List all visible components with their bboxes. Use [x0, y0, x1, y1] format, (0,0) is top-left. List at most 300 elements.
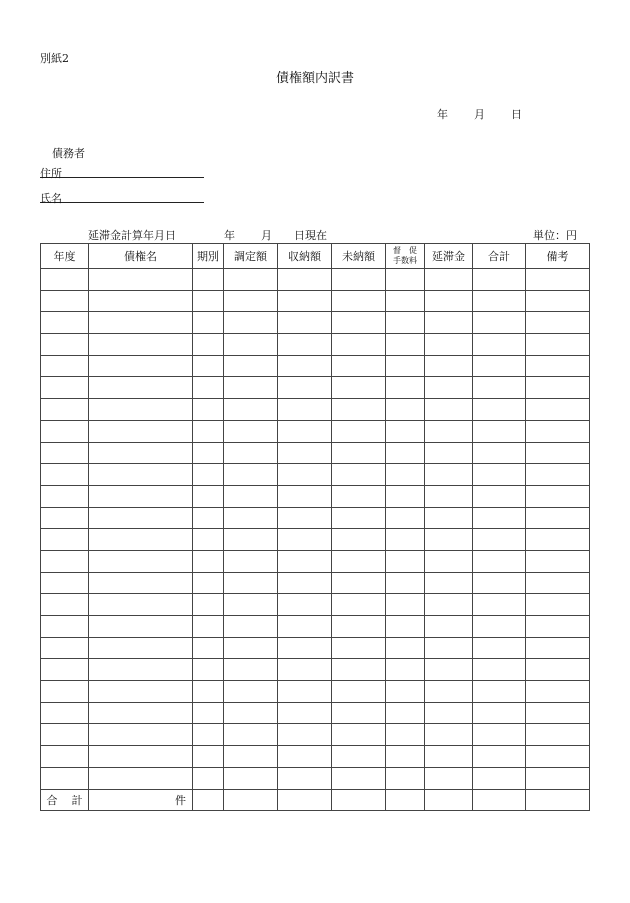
table-cell[interactable]	[473, 550, 526, 572]
total-label-a: 合	[46, 793, 58, 807]
table-cell[interactable]	[526, 269, 590, 291]
table-cell[interactable]	[193, 334, 224, 356]
table-cell[interactable]	[193, 637, 224, 659]
table-cell[interactable]	[526, 334, 590, 356]
table-cell[interactable]	[425, 616, 473, 638]
table-row	[41, 355, 590, 377]
table-cell[interactable]	[89, 724, 193, 746]
table-cell[interactable]	[473, 464, 526, 486]
table-cell[interactable]	[224, 312, 278, 334]
table-cell[interactable]	[526, 442, 590, 464]
table-cell[interactable]	[89, 377, 193, 399]
table-cell[interactable]	[41, 269, 89, 291]
table-cell[interactable]	[526, 702, 590, 724]
table-cell[interactable]	[526, 659, 590, 681]
table-cell[interactable]	[193, 594, 224, 616]
table-cell[interactable]	[332, 550, 386, 572]
table-cell[interactable]	[278, 334, 332, 356]
table-row	[41, 572, 590, 594]
table-cell[interactable]	[526, 507, 590, 529]
header-assessed-amount: 調定額	[224, 244, 278, 269]
table-cell[interactable]	[41, 464, 89, 486]
table-cell[interactable]	[386, 442, 425, 464]
table-cell[interactable]	[41, 550, 89, 572]
table-cell[interactable]	[332, 290, 386, 312]
table-cell[interactable]	[386, 724, 425, 746]
table-cell[interactable]	[41, 681, 89, 703]
table-cell[interactable]	[473, 572, 526, 594]
table-cell[interactable]	[89, 746, 193, 768]
table-cell[interactable]	[89, 420, 193, 442]
table-cell[interactable]	[224, 442, 278, 464]
address-field	[40, 165, 204, 178]
calc-year-label: 年	[224, 229, 235, 242]
total-cell[interactable]	[425, 789, 473, 811]
table-cell[interactable]	[193, 724, 224, 746]
table-cell[interactable]	[41, 290, 89, 312]
table-cell[interactable]	[278, 290, 332, 312]
table-cell[interactable]	[332, 746, 386, 768]
table-cell[interactable]	[193, 442, 224, 464]
table-total-row	[41, 789, 590, 811]
table-cell[interactable]	[425, 290, 473, 312]
table-cell[interactable]	[224, 290, 278, 312]
table-cell[interactable]	[473, 529, 526, 551]
table-cell[interactable]	[41, 420, 89, 442]
table-cell[interactable]	[332, 334, 386, 356]
table-cell[interactable]	[193, 464, 224, 486]
table-cell[interactable]	[278, 659, 332, 681]
table-cell[interactable]	[193, 616, 224, 638]
table-cell[interactable]	[89, 442, 193, 464]
table-cell[interactable]	[473, 724, 526, 746]
table-cell[interactable]	[89, 659, 193, 681]
table-cell[interactable]	[473, 485, 526, 507]
table-cell[interactable]	[386, 767, 425, 789]
table-cell[interactable]	[278, 269, 332, 291]
table-cell[interactable]	[425, 377, 473, 399]
table-cell[interactable]	[41, 507, 89, 529]
table-cell[interactable]	[425, 702, 473, 724]
table-cell[interactable]	[526, 399, 590, 421]
table-cell[interactable]	[473, 702, 526, 724]
table-cell[interactable]	[41, 746, 89, 768]
table-cell[interactable]	[332, 312, 386, 334]
table-cell[interactable]	[386, 637, 425, 659]
table-cell[interactable]	[425, 594, 473, 616]
table-cell[interactable]	[224, 377, 278, 399]
table-row	[41, 442, 590, 464]
header-collected-amount: 収納額	[278, 244, 332, 269]
table-cell[interactable]	[193, 312, 224, 334]
table-body	[41, 269, 590, 811]
table-row	[41, 269, 590, 291]
table-cell[interactable]	[386, 334, 425, 356]
issue-date	[437, 106, 522, 122]
table-cell[interactable]	[224, 702, 278, 724]
table-row	[41, 312, 590, 334]
table-cell[interactable]	[41, 659, 89, 681]
total-cell[interactable]	[224, 789, 278, 811]
table-cell[interactable]	[386, 659, 425, 681]
table-cell[interactable]	[278, 702, 332, 724]
table-cell[interactable]	[332, 702, 386, 724]
table-cell[interactable]	[89, 464, 193, 486]
table-cell[interactable]	[386, 355, 425, 377]
table-row	[41, 399, 590, 421]
table-cell[interactable]	[278, 637, 332, 659]
table-cell[interactable]	[526, 681, 590, 703]
table-cell[interactable]	[224, 334, 278, 356]
table-cell[interactable]	[386, 529, 425, 551]
table-cell[interactable]	[278, 507, 332, 529]
calc-month-label: 月	[261, 229, 272, 242]
table-cell[interactable]	[425, 529, 473, 551]
table-cell[interactable]	[473, 507, 526, 529]
table-cell[interactable]	[278, 420, 332, 442]
table-cell[interactable]	[41, 702, 89, 724]
table-cell[interactable]	[386, 290, 425, 312]
table-cell[interactable]	[473, 269, 526, 291]
calculation-date	[88, 227, 327, 243]
table-cell[interactable]	[193, 659, 224, 681]
table-header-row	[41, 244, 590, 269]
table-cell[interactable]	[89, 334, 193, 356]
table-cell[interactable]	[332, 442, 386, 464]
table-cell[interactable]	[89, 355, 193, 377]
name-label: 氏名	[40, 192, 62, 205]
table-cell[interactable]	[224, 550, 278, 572]
table-cell[interactable]	[425, 312, 473, 334]
table-cell[interactable]	[89, 507, 193, 529]
debtor-label: 債務者	[52, 147, 85, 160]
table-cell[interactable]	[224, 464, 278, 486]
table-cell[interactable]	[386, 746, 425, 768]
table-cell[interactable]	[193, 269, 224, 291]
table-cell[interactable]	[193, 702, 224, 724]
document-title: 債権額内訳書	[275, 71, 354, 86]
table-cell[interactable]	[224, 767, 278, 789]
table-row	[41, 702, 590, 724]
table-cell[interactable]	[193, 529, 224, 551]
table-cell[interactable]	[278, 746, 332, 768]
total-cell[interactable]	[526, 789, 590, 811]
table-row	[41, 659, 590, 681]
table-cell[interactable]	[473, 594, 526, 616]
table-cell[interactable]	[473, 290, 526, 312]
table-cell[interactable]	[193, 420, 224, 442]
unit-label: 単位：円	[533, 229, 577, 242]
table-cell[interactable]	[473, 334, 526, 356]
table-cell[interactable]	[278, 594, 332, 616]
total-count-unit: 件	[175, 793, 186, 807]
table-cell[interactable]	[425, 637, 473, 659]
table-cell[interactable]	[41, 594, 89, 616]
table-cell[interactable]	[89, 594, 193, 616]
table-cell[interactable]	[526, 377, 590, 399]
table-row	[41, 594, 590, 616]
table-cell[interactable]	[526, 464, 590, 486]
table-cell[interactable]	[526, 767, 590, 789]
table-cell[interactable]	[386, 464, 425, 486]
table-cell[interactable]	[41, 334, 89, 356]
table-cell[interactable]	[89, 572, 193, 594]
table-cell[interactable]	[526, 355, 590, 377]
table-cell[interactable]	[224, 420, 278, 442]
table-cell[interactable]	[41, 312, 89, 334]
table-cell[interactable]	[386, 377, 425, 399]
table-cell[interactable]	[386, 269, 425, 291]
table-row	[41, 746, 590, 768]
header-unpaid-amount: 未納額	[332, 244, 386, 269]
header-reminder-fee-top: 督 促	[393, 246, 417, 255]
table-cell[interactable]	[473, 767, 526, 789]
table-cell[interactable]	[332, 464, 386, 486]
table-cell[interactable]	[425, 572, 473, 594]
table-cell[interactable]	[193, 681, 224, 703]
calc-date-label: 延滞金計算年月日	[88, 229, 176, 242]
table-cell[interactable]	[526, 637, 590, 659]
table-cell[interactable]	[89, 767, 193, 789]
table-cell[interactable]	[526, 290, 590, 312]
table-cell[interactable]	[278, 550, 332, 572]
table-cell[interactable]	[224, 724, 278, 746]
table-cell[interactable]	[473, 355, 526, 377]
table-cell[interactable]	[526, 420, 590, 442]
table-cell[interactable]	[89, 637, 193, 659]
table-cell[interactable]	[386, 616, 425, 638]
header-total: 合計	[473, 244, 526, 269]
table-cell[interactable]	[193, 507, 224, 529]
table-cell[interactable]	[278, 681, 332, 703]
date-year-label: 年	[437, 108, 448, 121]
table-cell[interactable]	[89, 312, 193, 334]
total-cell[interactable]	[332, 789, 386, 811]
table-cell[interactable]	[89, 485, 193, 507]
table-cell[interactable]	[278, 464, 332, 486]
table-cell[interactable]	[278, 616, 332, 638]
table-cell[interactable]	[89, 290, 193, 312]
table-cell[interactable]	[526, 616, 590, 638]
table-cell[interactable]	[386, 485, 425, 507]
table-cell[interactable]	[526, 529, 590, 551]
table-cell[interactable]	[278, 442, 332, 464]
table-cell[interactable]	[332, 377, 386, 399]
table-cell[interactable]	[41, 529, 89, 551]
table-cell[interactable]	[425, 334, 473, 356]
table-cell[interactable]	[224, 616, 278, 638]
table-cell[interactable]	[224, 507, 278, 529]
total-cell[interactable]	[473, 789, 526, 811]
table-cell[interactable]	[386, 399, 425, 421]
header-fiscal-year: 年度	[41, 244, 89, 269]
table-cell[interactable]	[332, 485, 386, 507]
table-cell[interactable]	[473, 399, 526, 421]
table-cell[interactable]	[278, 485, 332, 507]
header-claim-name: 債権名	[89, 244, 193, 269]
table-cell[interactable]	[425, 269, 473, 291]
table-cell[interactable]	[193, 746, 224, 768]
table-cell[interactable]	[332, 659, 386, 681]
table-cell[interactable]	[425, 746, 473, 768]
header-period: 期別	[193, 244, 224, 269]
table-cell[interactable]	[473, 681, 526, 703]
table-cell[interactable]	[332, 767, 386, 789]
table-cell[interactable]	[526, 485, 590, 507]
table-cell[interactable]	[41, 724, 89, 746]
table-cell[interactable]	[526, 594, 590, 616]
claim-breakdown-table	[40, 243, 590, 811]
table-cell[interactable]	[332, 355, 386, 377]
table-cell[interactable]	[41, 485, 89, 507]
total-cell[interactable]	[278, 789, 332, 811]
table-cell[interactable]	[386, 312, 425, 334]
table-cell[interactable]	[425, 420, 473, 442]
table-cell[interactable]	[473, 659, 526, 681]
table-cell[interactable]	[193, 572, 224, 594]
table-cell[interactable]	[526, 724, 590, 746]
table-row	[41, 464, 590, 486]
table-cell[interactable]	[193, 377, 224, 399]
total-label-b: 計	[71, 793, 83, 807]
table-cell[interactable]	[425, 767, 473, 789]
table-cell[interactable]	[224, 659, 278, 681]
table-cell[interactable]	[386, 572, 425, 594]
header-late-fee: 延滞金	[425, 244, 473, 269]
attachment-label: 別紙2	[40, 52, 69, 65]
table-row	[41, 377, 590, 399]
table-cell[interactable]	[425, 681, 473, 703]
table-cell[interactable]	[473, 616, 526, 638]
table-cell[interactable]	[332, 399, 386, 421]
table-row	[41, 681, 590, 703]
table-cell[interactable]	[224, 529, 278, 551]
table-cell[interactable]	[278, 767, 332, 789]
table-cell[interactable]	[425, 550, 473, 572]
table-row	[41, 485, 590, 507]
table-cell[interactable]	[89, 529, 193, 551]
table-cell[interactable]	[386, 420, 425, 442]
table-cell[interactable]	[193, 355, 224, 377]
table-cell[interactable]	[278, 572, 332, 594]
table-cell[interactable]	[278, 377, 332, 399]
table-row	[41, 334, 590, 356]
table-cell[interactable]	[224, 594, 278, 616]
table-cell[interactable]	[89, 550, 193, 572]
table-cell[interactable]	[224, 485, 278, 507]
table-cell[interactable]	[224, 746, 278, 768]
table-cell[interactable]	[193, 399, 224, 421]
table-cell[interactable]	[89, 681, 193, 703]
table-cell[interactable]	[425, 399, 473, 421]
table-cell[interactable]	[224, 681, 278, 703]
table-cell[interactable]	[473, 442, 526, 464]
table-cell[interactable]	[224, 269, 278, 291]
table-cell[interactable]	[526, 572, 590, 594]
calc-day-label: 日現在	[294, 229, 327, 242]
table-cell[interactable]	[473, 746, 526, 768]
table-cell[interactable]	[224, 399, 278, 421]
table-cell[interactable]	[278, 529, 332, 551]
total-cell[interactable]	[193, 789, 224, 811]
table-cell[interactable]	[425, 485, 473, 507]
header-reminder-fee-bottom: 手数料	[393, 256, 417, 265]
table-cell[interactable]	[193, 485, 224, 507]
table-cell[interactable]	[224, 572, 278, 594]
table-cell[interactable]	[332, 572, 386, 594]
table-row	[41, 616, 590, 638]
table-cell[interactable]	[41, 377, 89, 399]
table-cell[interactable]	[332, 724, 386, 746]
table-cell[interactable]	[473, 637, 526, 659]
table-cell[interactable]	[278, 724, 332, 746]
total-label	[41, 789, 89, 811]
table-cell[interactable]	[41, 767, 89, 789]
table-cell[interactable]	[526, 746, 590, 768]
table-cell[interactable]	[332, 616, 386, 638]
table-cell[interactable]	[89, 399, 193, 421]
table-cell[interactable]	[332, 507, 386, 529]
table-cell[interactable]	[386, 550, 425, 572]
table-cell[interactable]	[386, 507, 425, 529]
table-cell[interactable]	[425, 659, 473, 681]
table-cell[interactable]	[425, 507, 473, 529]
table-cell[interactable]	[193, 550, 224, 572]
table-cell[interactable]	[41, 355, 89, 377]
table-cell[interactable]	[425, 442, 473, 464]
table-cell[interactable]	[224, 355, 278, 377]
table-cell[interactable]	[41, 637, 89, 659]
table-cell[interactable]	[526, 550, 590, 572]
table-cell[interactable]	[278, 312, 332, 334]
total-count-cell[interactable]	[89, 789, 193, 811]
table-cell[interactable]	[473, 312, 526, 334]
table-cell[interactable]	[386, 594, 425, 616]
table-cell[interactable]	[332, 420, 386, 442]
table-cell[interactable]	[332, 269, 386, 291]
table-cell[interactable]	[386, 702, 425, 724]
table-cell[interactable]	[332, 681, 386, 703]
table-cell[interactable]	[89, 269, 193, 291]
date-day-label: 日	[511, 108, 522, 121]
table-cell[interactable]	[425, 355, 473, 377]
total-cell[interactable]	[386, 789, 425, 811]
table-cell[interactable]	[41, 442, 89, 464]
table-cell[interactable]	[278, 399, 332, 421]
table-cell[interactable]	[41, 572, 89, 594]
table-cell[interactable]	[473, 377, 526, 399]
table-cell[interactable]	[193, 767, 224, 789]
table-cell[interactable]	[193, 290, 224, 312]
table-cell[interactable]	[332, 529, 386, 551]
table-cell[interactable]	[425, 724, 473, 746]
table-cell[interactable]	[425, 464, 473, 486]
table-cell[interactable]	[386, 681, 425, 703]
table-cell[interactable]	[526, 312, 590, 334]
table-row	[41, 507, 590, 529]
table-cell[interactable]	[278, 355, 332, 377]
header-reminder-fee	[386, 244, 425, 269]
table-cell[interactable]	[41, 399, 89, 421]
table-cell[interactable]	[332, 637, 386, 659]
table-cell[interactable]	[89, 616, 193, 638]
table-cell[interactable]	[224, 637, 278, 659]
table-cell[interactable]	[332, 594, 386, 616]
table-cell[interactable]	[89, 702, 193, 724]
table-cell[interactable]	[473, 420, 526, 442]
table-row	[41, 637, 590, 659]
table-cell[interactable]	[41, 616, 89, 638]
